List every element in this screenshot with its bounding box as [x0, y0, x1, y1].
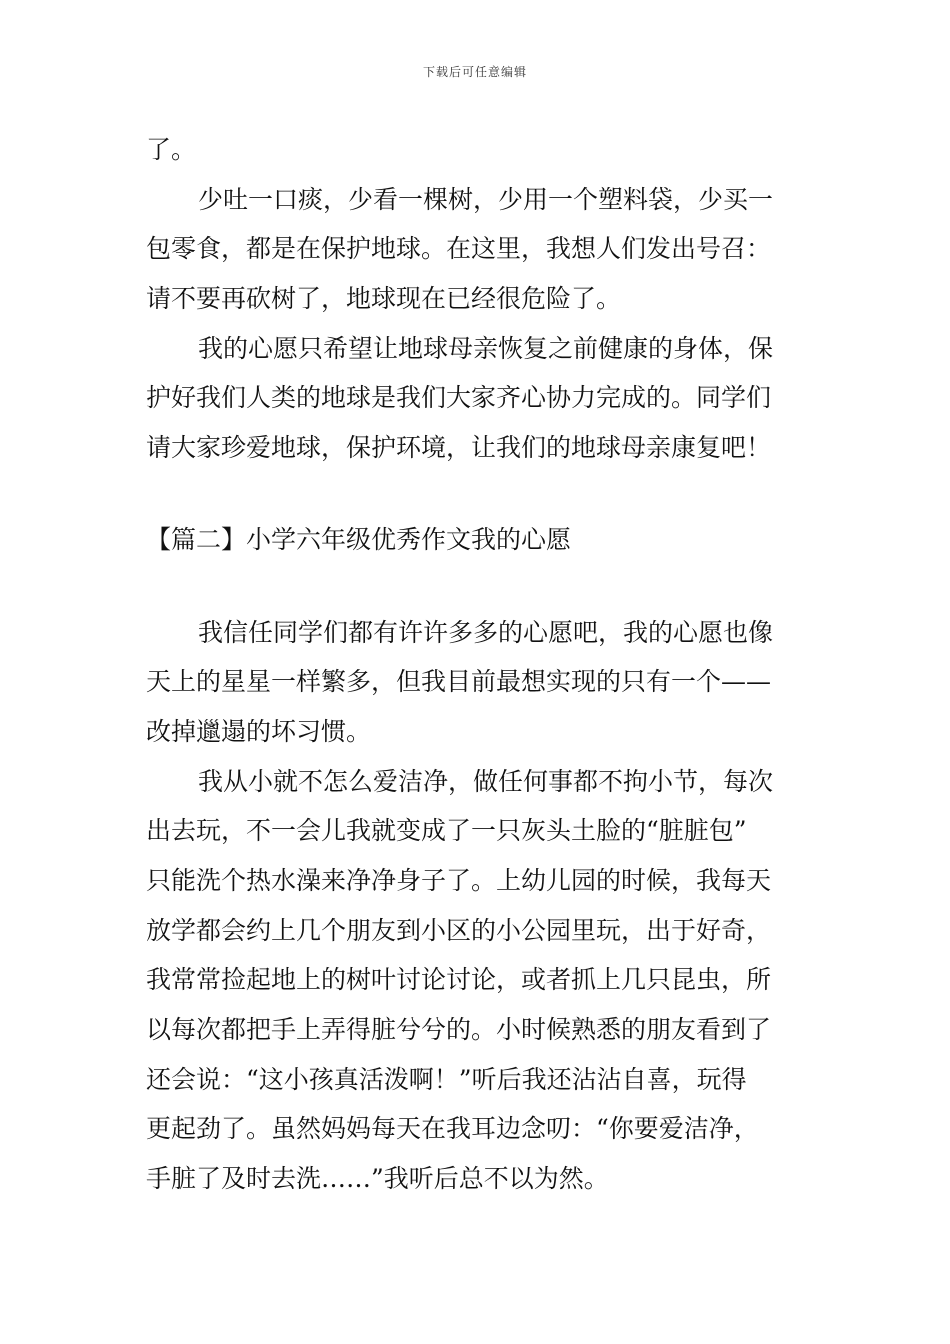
- paragraph-line: 请不要再砍树了，地球现在已经很危险了。: [146, 284, 622, 314]
- paragraph-line: 还会说：“这小孩真活泼啊！”听后我还沾沾自喜，玩得: [146, 1064, 747, 1094]
- paragraph-line: 包零食，都是在保护地球。在这里，我想人们发出号召：: [146, 234, 772, 264]
- paragraph-line: 少吐一口痰，少看一棵树，少用一个塑料袋，少买一: [198, 184, 774, 214]
- section-heading: 【篇二】小学六年级优秀作文我的心愿: [146, 524, 572, 554]
- paragraph-line: 手脏了及时去洗……”我听后总不以为然。: [146, 1164, 609, 1194]
- paragraph-line: 我的心愿只希望让地球母亲恢复之前健康的身体，保: [198, 333, 774, 363]
- paragraph-line: 更起劲了。虽然妈妈每天在我耳边念叨：“你要爱洁净，: [146, 1114, 759, 1144]
- paragraph-line: 天上的星星一样繁多，但我目前最想实现的只有一个——: [146, 667, 772, 697]
- paragraph-line: 我从小就不怎么爱洁净，做任何事都不拘小节，每次: [198, 766, 774, 796]
- document-body: [146, 130, 810, 1209]
- paragraph-line: 护好我们人类的地球是我们大家齐心协力完成的。同学们: [146, 383, 772, 413]
- paragraph-line: 改掉邋遢的坏习惯。: [146, 716, 372, 746]
- paragraph-line: 我常常捡起地上的树叶讨论讨论，或者抓上几只昆虫，所: [146, 965, 772, 995]
- paragraph-line: 了。: [146, 135, 197, 164]
- paragraph-line: 只能洗个热水澡来净净身子了。上幼儿园的时候，我每天: [146, 865, 772, 895]
- page-header: 下载后可任意编辑: [422, 65, 527, 79]
- paragraph-line: 请大家珍爱地球，保护环境，让我们的地球母亲康复吧！: [146, 433, 772, 463]
- paragraph-line: 放学都会约上几个朋友到小区的小公园里玩，出于好奇，: [146, 915, 772, 945]
- paragraph-line: 以每次都把手上弄得脏兮兮的。小时候熟悉的朋友看到了: [146, 1015, 772, 1044]
- paragraph-line: 我信任同学们都有许许多多的心愿吧，我的心愿也像: [198, 617, 774, 647]
- spacer: [146, 478, 810, 520]
- spacer: [146, 570, 810, 613]
- paragraph-line: 出去玩，不一会儿我就变成了一只灰头土脸的“脏脏包”: [146, 816, 747, 846]
